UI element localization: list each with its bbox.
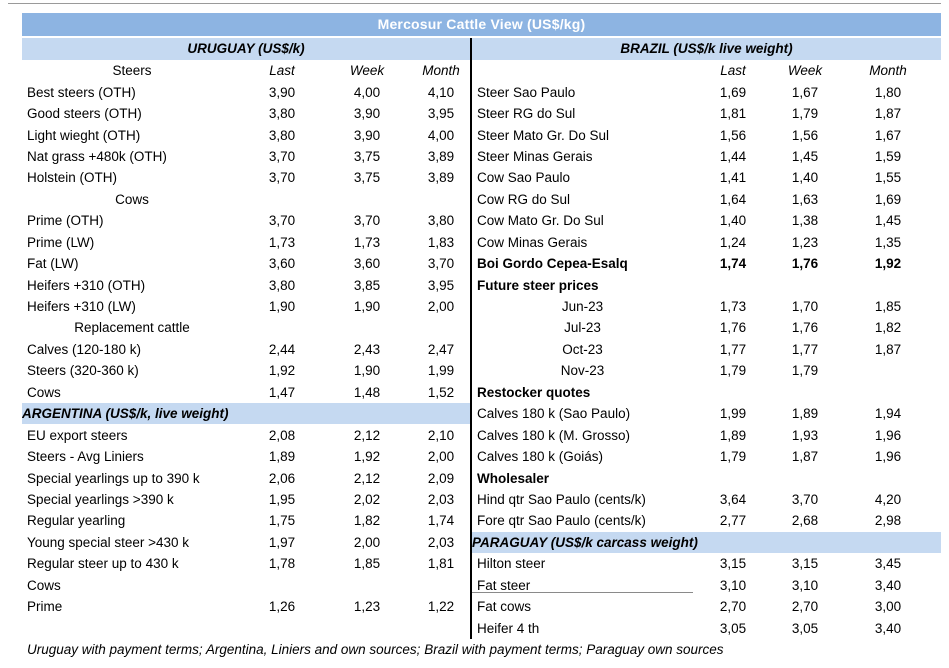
value-cell: 1,89 xyxy=(268,449,296,465)
row-label: Regular steer up to 430 k xyxy=(27,556,179,572)
data-row xyxy=(472,167,941,188)
row-label: Heifers +310 (OTH) xyxy=(27,277,146,293)
value-cell: 1,90 xyxy=(353,299,381,315)
data-row xyxy=(22,553,470,574)
value-cell: 3,05 xyxy=(719,620,747,636)
data-row xyxy=(22,489,470,510)
value-cell: 3,40 xyxy=(874,577,902,593)
value-cell: 2,03 xyxy=(427,491,455,507)
future-price-row xyxy=(472,339,941,360)
section-header-uruguay: URUGUAY (US$/k) xyxy=(22,38,470,60)
row-label: Calves (120-180 k) xyxy=(27,341,142,357)
value-cell: 3,60 xyxy=(353,256,381,272)
value-cell: 2,08 xyxy=(268,427,296,443)
value-cell: 1,23 xyxy=(353,599,381,615)
data-row xyxy=(22,81,470,102)
value-cell: 2,10 xyxy=(427,427,455,443)
row-label: Holstein (OTH) xyxy=(27,170,118,186)
data-row xyxy=(22,103,470,124)
value-cell: 2,02 xyxy=(353,491,381,507)
row-label: Calves 180 k (Sao Paulo) xyxy=(477,406,631,422)
column-header-row xyxy=(22,60,470,81)
subsection-label-row xyxy=(22,575,470,596)
value-cell: 3,70 xyxy=(791,491,819,507)
value-cell: 4,00 xyxy=(427,127,455,143)
footer-note: Uruguay with payment terms; Argentina, Liniers and own sources; Brazil with payment terms; Paraguay own sources xyxy=(27,642,724,657)
value-cell: 1,35 xyxy=(874,234,902,250)
value-cell: 3,89 xyxy=(427,148,455,164)
future-price-row xyxy=(472,360,941,381)
column-header-week: Week xyxy=(787,63,823,79)
data-row xyxy=(472,553,941,574)
row-label: Fat cows xyxy=(477,599,532,615)
column-header-week: Week xyxy=(349,63,385,79)
value-cell: 2,70 xyxy=(791,599,819,615)
value-cell: 1,85 xyxy=(874,299,902,315)
value-cell: 1,59 xyxy=(874,148,902,164)
data-row xyxy=(22,532,470,553)
data-row xyxy=(472,575,941,596)
data-row xyxy=(472,189,941,210)
row-label: Prime (LW) xyxy=(27,234,95,250)
value-cell: 1,95 xyxy=(268,491,296,507)
data-row xyxy=(472,424,941,445)
row-label: Good steers (OTH) xyxy=(27,106,142,122)
row-label: Prime (OTH) xyxy=(27,213,104,229)
row-label: Regular yearling xyxy=(27,513,126,529)
data-row xyxy=(472,446,941,467)
value-cell: 1,75 xyxy=(268,513,296,529)
row-label: Calves 180 k (M. Grosso) xyxy=(477,427,631,443)
value-cell: 1,69 xyxy=(719,84,747,100)
data-row xyxy=(22,253,470,274)
data-row xyxy=(22,210,470,231)
column-header-row xyxy=(472,60,941,81)
data-row xyxy=(472,596,941,617)
row-label: Cow Sao Paulo xyxy=(477,170,571,186)
data-row xyxy=(22,274,470,295)
value-cell: 1,92 xyxy=(268,363,296,379)
column-header-month: Month xyxy=(422,63,460,79)
value-cell: 1,79 xyxy=(719,449,747,465)
value-cell: 3,70 xyxy=(268,213,296,229)
data-row xyxy=(22,167,470,188)
value-cell: 1,96 xyxy=(874,449,902,465)
value-cell: 1,80 xyxy=(874,84,902,100)
value-cell: 3,95 xyxy=(427,277,455,293)
row-label: Cow Minas Gerais xyxy=(477,234,588,250)
value-cell: 3,90 xyxy=(353,127,381,143)
value-cell: 1,74 xyxy=(427,513,455,529)
data-row xyxy=(472,210,941,231)
value-cell: 1,74 xyxy=(719,256,747,272)
row-label: Cows xyxy=(115,191,149,207)
row-label: Steers - Avg Liniers xyxy=(27,449,144,465)
row-label: Fat steer xyxy=(472,578,693,593)
value-cell: 2,77 xyxy=(719,513,747,529)
value-cell: 1,82 xyxy=(353,513,381,529)
data-row xyxy=(22,510,470,531)
value-cell: 3,90 xyxy=(353,106,381,122)
value-cell: 1,77 xyxy=(791,341,819,357)
value-cell: 1,82 xyxy=(874,320,902,336)
value-cell: 1,67 xyxy=(791,84,819,100)
value-cell: 3,00 xyxy=(874,599,902,615)
data-row xyxy=(472,232,941,253)
data-row xyxy=(22,424,470,445)
value-cell: 2,47 xyxy=(427,341,455,357)
report-title: Mercosur Cattle View (US$/kg) xyxy=(22,13,941,36)
data-row xyxy=(22,467,470,488)
group-header-row xyxy=(472,467,941,488)
value-cell: 3,64 xyxy=(719,491,747,507)
data-row xyxy=(22,124,470,145)
value-cell: 1,94 xyxy=(874,406,902,422)
data-row xyxy=(22,360,470,381)
row-label: Steer Mato Gr. Do Sul xyxy=(477,127,610,143)
data-row xyxy=(472,403,941,424)
value-cell: 4,00 xyxy=(353,84,381,100)
value-cell: 1,79 xyxy=(791,363,819,379)
value-cell: 3,85 xyxy=(353,277,381,293)
value-cell: 2,68 xyxy=(791,513,819,529)
data-row xyxy=(22,296,470,317)
value-cell: 1,73 xyxy=(268,234,296,250)
value-cell: 3,70 xyxy=(268,170,296,186)
data-row xyxy=(472,510,941,531)
data-row xyxy=(22,596,470,617)
value-cell: 1,23 xyxy=(791,234,819,250)
value-cell: 1,47 xyxy=(268,384,296,400)
value-cell: 1,44 xyxy=(719,148,747,164)
row-label: Cow RG do Sul xyxy=(477,191,571,207)
value-cell: 1,90 xyxy=(268,299,296,315)
value-cell: 1,73 xyxy=(719,299,747,315)
row-label: Young special steer >430 k xyxy=(27,534,189,550)
value-cell: 1,85 xyxy=(353,556,381,572)
value-cell: 1,87 xyxy=(791,449,819,465)
value-cell: 1,81 xyxy=(427,556,455,572)
value-cell: 1,24 xyxy=(719,234,747,250)
value-cell: 1,92 xyxy=(353,449,381,465)
value-cell: 1,22 xyxy=(427,599,455,615)
value-cell: 1,52 xyxy=(427,384,455,400)
row-label: Cow Mato Gr. Do Sul xyxy=(477,213,604,229)
value-cell: 1,48 xyxy=(353,384,381,400)
column-header-last: Last xyxy=(269,63,295,79)
value-cell: 2,12 xyxy=(353,470,381,486)
value-cell: 3,15 xyxy=(719,556,747,572)
value-cell: 1,45 xyxy=(791,148,819,164)
value-cell: 1,89 xyxy=(791,406,819,422)
value-cell: 2,12 xyxy=(353,427,381,443)
value-cell: 2,98 xyxy=(874,513,902,529)
value-cell: 3,15 xyxy=(791,556,819,572)
value-cell: 3,75 xyxy=(353,148,381,164)
value-cell: 3,60 xyxy=(268,256,296,272)
report-table xyxy=(22,13,941,639)
data-row xyxy=(472,146,941,167)
highlight-data-row xyxy=(472,253,941,274)
section-bar: PARAGUAY (US$/k carcass weight) xyxy=(472,532,941,553)
value-cell: 1,90 xyxy=(353,363,381,379)
group-header-row xyxy=(472,274,941,295)
value-cell: 2,00 xyxy=(427,449,455,465)
value-cell: 1,77 xyxy=(719,341,747,357)
value-cell: 1,26 xyxy=(268,599,296,615)
row-label: Jun-23 xyxy=(561,299,604,315)
value-cell: 1,64 xyxy=(719,191,747,207)
row-label: Calves 180 k (Goiás) xyxy=(477,449,604,465)
value-cell: 2,03 xyxy=(427,534,455,550)
empty-row xyxy=(22,617,470,638)
value-cell: 2,09 xyxy=(427,470,455,486)
value-cell: 3,75 xyxy=(353,170,381,186)
value-cell: 1,40 xyxy=(719,213,747,229)
value-cell: 1,99 xyxy=(427,363,455,379)
value-cell: 1,38 xyxy=(791,213,819,229)
data-row xyxy=(22,146,470,167)
value-cell: 3,70 xyxy=(268,148,296,164)
row-label: Best steers (OTH) xyxy=(27,84,136,100)
row-label: Special yearlings up to 390 k xyxy=(27,470,200,486)
row-label: Special yearlings >390 k xyxy=(27,491,174,507)
top-divider-line xyxy=(8,3,941,4)
future-price-row xyxy=(472,296,941,317)
data-row xyxy=(22,446,470,467)
subsection-label-row xyxy=(22,189,470,210)
value-cell: 1,55 xyxy=(874,170,902,186)
column-header-last: Last xyxy=(720,63,746,79)
value-cell: 1,73 xyxy=(353,234,381,250)
data-row xyxy=(22,339,470,360)
value-cell: 3,80 xyxy=(268,277,296,293)
panel-brazil-paraguay xyxy=(472,38,941,639)
future-price-row xyxy=(472,317,941,338)
panel-uruguay-argentina xyxy=(22,38,470,639)
row-label: Replacement cattle xyxy=(74,320,190,336)
group-header-row xyxy=(472,382,941,403)
column-header-label: Steers xyxy=(112,63,152,79)
row-label: Light wieght (OTH) xyxy=(27,127,141,143)
value-cell: 2,06 xyxy=(268,470,296,486)
value-cell: 1,67 xyxy=(874,127,902,143)
value-cell: 3,95 xyxy=(427,106,455,122)
value-cell: 1,99 xyxy=(719,406,747,422)
value-cell: 3,70 xyxy=(353,213,381,229)
value-cell: 1,40 xyxy=(791,170,819,186)
value-cell: 1,76 xyxy=(719,320,747,336)
value-cell: 3,80 xyxy=(268,106,296,122)
data-row xyxy=(22,232,470,253)
value-cell: 1,81 xyxy=(719,106,747,122)
section-header-brazil: BRAZIL (US$/k live weight) xyxy=(472,38,941,60)
data-row xyxy=(22,382,470,403)
data-row xyxy=(472,81,941,102)
row-label: EU export steers xyxy=(27,427,128,443)
value-cell: 1,93 xyxy=(791,427,819,443)
row-label: Steer RG do Sul xyxy=(477,106,576,122)
value-cell: 1,83 xyxy=(427,234,455,250)
row-label: Steers (320-360 k) xyxy=(27,363,139,379)
row-label: Future steer prices xyxy=(477,277,599,293)
subsection-label-row xyxy=(22,317,470,338)
row-label: Nov-23 xyxy=(560,363,605,379)
value-cell: 1,56 xyxy=(791,127,819,143)
row-label: Fat (LW) xyxy=(27,256,79,272)
data-row xyxy=(472,124,941,145)
uruguay-argentina-rows xyxy=(22,60,470,639)
row-label: Cows xyxy=(27,577,61,593)
value-cell: 2,43 xyxy=(353,341,381,357)
value-cell: 2,00 xyxy=(427,299,455,315)
value-cell: 2,00 xyxy=(353,534,381,550)
value-cell: 2,44 xyxy=(268,341,296,357)
value-cell: 4,20 xyxy=(874,491,902,507)
value-cell: 1,87 xyxy=(874,106,902,122)
column-header-month: Month xyxy=(869,63,907,79)
value-cell: 1,97 xyxy=(268,534,296,550)
value-cell: 1,63 xyxy=(791,191,819,207)
value-cell: 3,05 xyxy=(791,620,819,636)
data-row xyxy=(472,617,941,638)
row-label: Steer Minas Gerais xyxy=(477,148,593,164)
row-label: Nat grass +480k (OTH) xyxy=(27,148,167,164)
value-cell: 1,70 xyxy=(791,299,819,315)
row-label: Cows xyxy=(27,384,61,400)
value-cell: 1,96 xyxy=(874,427,902,443)
row-label: Steer Sao Paulo xyxy=(477,84,576,100)
value-cell: 3,80 xyxy=(427,213,455,229)
value-cell: 1,87 xyxy=(874,341,902,357)
row-label: Oct-23 xyxy=(562,341,603,357)
value-cell: 1,76 xyxy=(791,256,819,272)
section-bar: ARGENTINA (US$/k, live weight) xyxy=(22,403,470,424)
value-cell: 1,76 xyxy=(791,320,819,336)
value-cell: 4,10 xyxy=(427,84,455,100)
value-cell: 2,70 xyxy=(719,599,747,615)
value-cell: 1,78 xyxy=(268,556,296,572)
row-label: Boi Gordo Cepea-Esalq xyxy=(477,256,628,272)
row-label: Wholesaler xyxy=(477,470,550,486)
row-label: Jul-23 xyxy=(564,320,601,336)
value-cell: 1,79 xyxy=(791,106,819,122)
value-cell: 3,45 xyxy=(874,556,902,572)
row-label: Restocker quotes xyxy=(477,384,591,400)
row-label: Fore qtr Sao Paulo (cents/k) xyxy=(477,513,646,529)
value-cell: 1,41 xyxy=(719,170,747,186)
value-cell: 3,10 xyxy=(791,577,819,593)
value-cell: 1,45 xyxy=(874,213,902,229)
brazil-paraguay-rows xyxy=(472,60,941,639)
report-body xyxy=(22,38,941,639)
data-row xyxy=(472,103,941,124)
row-label: Hind qtr Sao Paulo (cents/k) xyxy=(477,491,646,507)
row-label: Heifers +310 (LW) xyxy=(27,299,136,315)
value-cell: 3,40 xyxy=(874,620,902,636)
value-cell: 1,79 xyxy=(719,363,747,379)
value-cell: 3,90 xyxy=(268,84,296,100)
value-cell: 1,92 xyxy=(874,256,902,272)
row-label: Heifer 4 th xyxy=(477,620,540,636)
value-cell: 1,69 xyxy=(874,191,902,207)
row-label: Hilton steer xyxy=(477,556,546,572)
value-cell: 1,56 xyxy=(719,127,747,143)
value-cell: 3,80 xyxy=(268,127,296,143)
row-label: Prime xyxy=(27,599,63,615)
value-cell: 3,70 xyxy=(427,256,455,272)
value-cell: 3,89 xyxy=(427,170,455,186)
value-cell: 1,89 xyxy=(719,427,747,443)
data-row xyxy=(472,489,941,510)
value-cell: 3,10 xyxy=(719,577,747,593)
